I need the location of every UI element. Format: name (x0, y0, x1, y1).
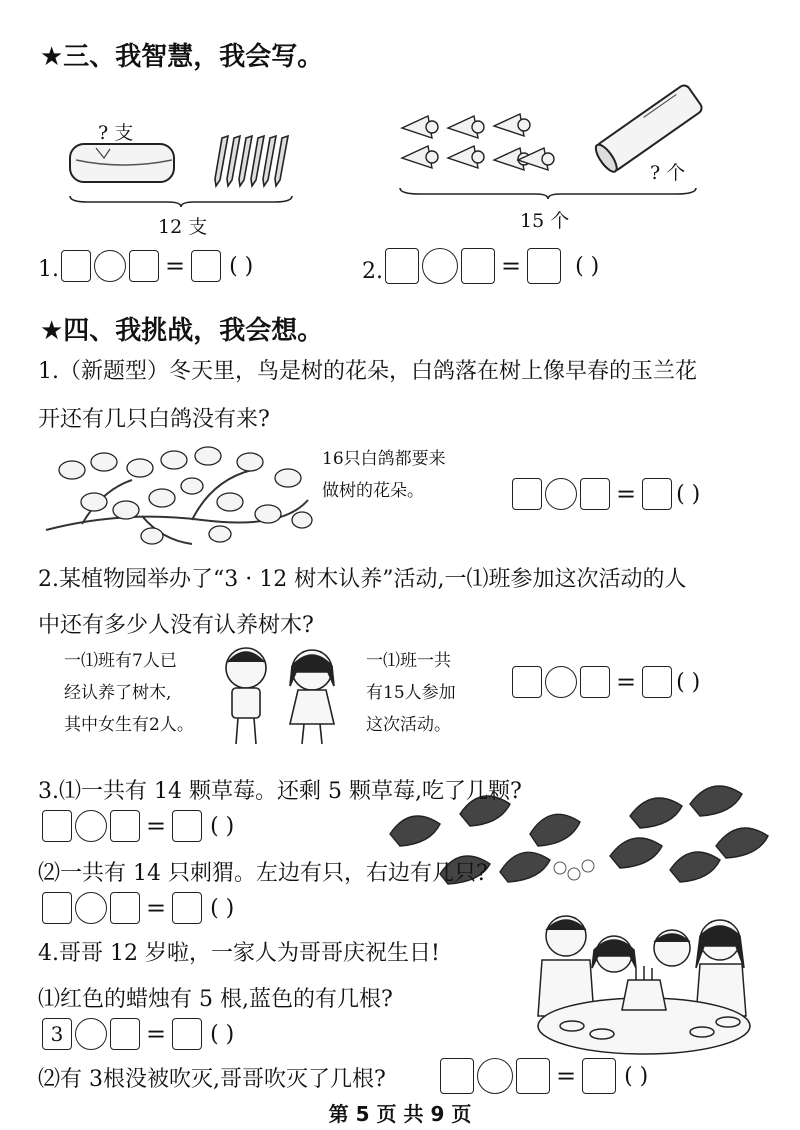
section3-title: ★三、我智慧，我会写。 (40, 42, 324, 72)
unit-blank[interactable]: ( ) (676, 481, 701, 507)
operator-circle[interactable] (477, 1058, 513, 1094)
page-footer: 第 5 页 共 9 页 (328, 1102, 472, 1126)
result-box[interactable] (642, 478, 672, 510)
answer-box[interactable] (580, 478, 610, 510)
unit-blank[interactable]: ( ) (676, 669, 701, 695)
equals-sign: = (146, 812, 167, 840)
question2-line2: 中还有多少人没有认养树木? (38, 613, 314, 638)
left-total-label: 12 支 (158, 216, 208, 238)
answer-box[interactable] (110, 892, 140, 924)
result-box[interactable] (527, 248, 561, 284)
q2-left-line2: 经认养了树木, (64, 683, 172, 703)
question4-part2-equation (440, 1058, 648, 1094)
result-box[interactable] (582, 1058, 616, 1094)
unit-blank[interactable]: ( ) (229, 253, 254, 279)
question1-equation (512, 478, 700, 510)
question1-line1: 1.（新题型）冬天里，鸟是树的花朵，白鸽落在树上像早春的玉兰花 (38, 359, 697, 384)
question2-equation (512, 666, 700, 698)
answer-box[interactable] (512, 478, 542, 510)
question3-part1-equation (42, 810, 234, 842)
right-total-label: 15 个 (520, 210, 570, 232)
equals-sign: = (146, 894, 167, 922)
result-box[interactable] (191, 250, 221, 282)
equals-sign: = (616, 480, 637, 508)
operator-circle[interactable] (545, 478, 577, 510)
answer-box[interactable] (516, 1058, 550, 1094)
unknown-pencils-label: ? 支 (98, 122, 134, 144)
doves-on-tree-icon (42, 440, 312, 550)
operator-circle[interactable] (75, 892, 107, 924)
equation-2-number: 2. (362, 259, 383, 284)
section4-title: ★四、我挑战，我会想。 (40, 316, 324, 346)
question1-line2: 开还有几只白鸽没有来? (38, 407, 270, 432)
answer-box[interactable] (42, 892, 72, 924)
question3-part2-equation (42, 892, 234, 924)
answer-box[interactable] (512, 666, 542, 698)
q2-left-line3: 其中女生有2人。 (64, 715, 194, 735)
birthday-family-icon (532, 906, 754, 1056)
q2-right-line2: 有15人参加 (366, 683, 456, 703)
answer-box[interactable] (110, 810, 140, 842)
pencil-case-icon (68, 140, 178, 186)
equals-sign: = (556, 1062, 577, 1090)
operator-circle[interactable] (545, 666, 577, 698)
question4-part1: ⑴红色的蜡烛有 5 根,蓝色的有几根? (38, 987, 393, 1012)
result-box[interactable] (172, 810, 202, 842)
q2-left-line1: 一⑴班有7人已 (64, 651, 177, 671)
q2-right-line1: 一⑴班一共 (366, 651, 451, 671)
operator-circle[interactable] (94, 250, 126, 282)
right-brace (398, 186, 698, 200)
question4-intro: 4.哥哥 12 岁啦，一家人为哥哥庆祝生日! (38, 941, 440, 966)
unit-blank[interactable]: ( ) (575, 253, 600, 279)
unit-blank[interactable]: ( ) (624, 1063, 649, 1089)
answer-box[interactable] (61, 250, 91, 282)
equation-1-number: 1. (38, 257, 59, 282)
q1-note-line2: 做树的花朵。 (322, 481, 424, 501)
question4-part1-equation (42, 1018, 234, 1050)
answer-box[interactable] (580, 666, 610, 698)
answer-box[interactable] (110, 1018, 140, 1050)
operator-circle[interactable] (75, 810, 107, 842)
equals-sign: = (165, 252, 186, 280)
boy-and-girl-icon (216, 642, 346, 750)
answer-box[interactable] (129, 250, 159, 282)
answer-box[interactable] (440, 1058, 474, 1094)
question3-part2: ⑵一共有 14 只刺猬。左边有只，右边有几只? (38, 861, 488, 886)
left-brace (68, 194, 294, 208)
result-box[interactable] (172, 1018, 202, 1050)
unit-blank[interactable]: ( ) (210, 1021, 235, 1047)
q2-right-line3: 这次活动。 (366, 715, 451, 735)
equals-sign: = (616, 668, 637, 696)
operator-circle[interactable] (422, 248, 458, 284)
question2-line1: 2.某植物园举办了“3 · 12 树木认养”活动,一⑴班参加这次活动的人 (38, 567, 687, 592)
question3-part1: 3.⑴一共有 14 颗草莓。还剩 5 颗草莓,吃了几颗? (38, 779, 522, 804)
q1-note-line1: 16只白鸽都要来 (322, 449, 446, 469)
shuttlecocks-icon (398, 108, 558, 172)
equation-1 (38, 250, 253, 282)
equals-sign: = (146, 1020, 167, 1048)
result-box[interactable] (642, 666, 672, 698)
unit-blank[interactable]: ( ) (210, 895, 235, 921)
question4-part2: ⑵有 3根没被吹灭,哥哥吹灭了几根? (38, 1067, 386, 1092)
result-box[interactable] (172, 892, 202, 924)
answer-box[interactable] (42, 810, 72, 842)
operator-circle[interactable] (75, 1018, 107, 1050)
unit-blank[interactable]: ( ) (210, 813, 235, 839)
answer-box-prefilled[interactable]: 3 (42, 1018, 72, 1050)
equals-sign: = (501, 252, 522, 280)
pencils-icon (212, 134, 298, 190)
answer-box[interactable] (461, 248, 495, 284)
equation-2 (362, 248, 599, 284)
unknown-shuttlecocks-label: ? 个 (650, 162, 686, 184)
answer-box[interactable] (385, 248, 419, 284)
